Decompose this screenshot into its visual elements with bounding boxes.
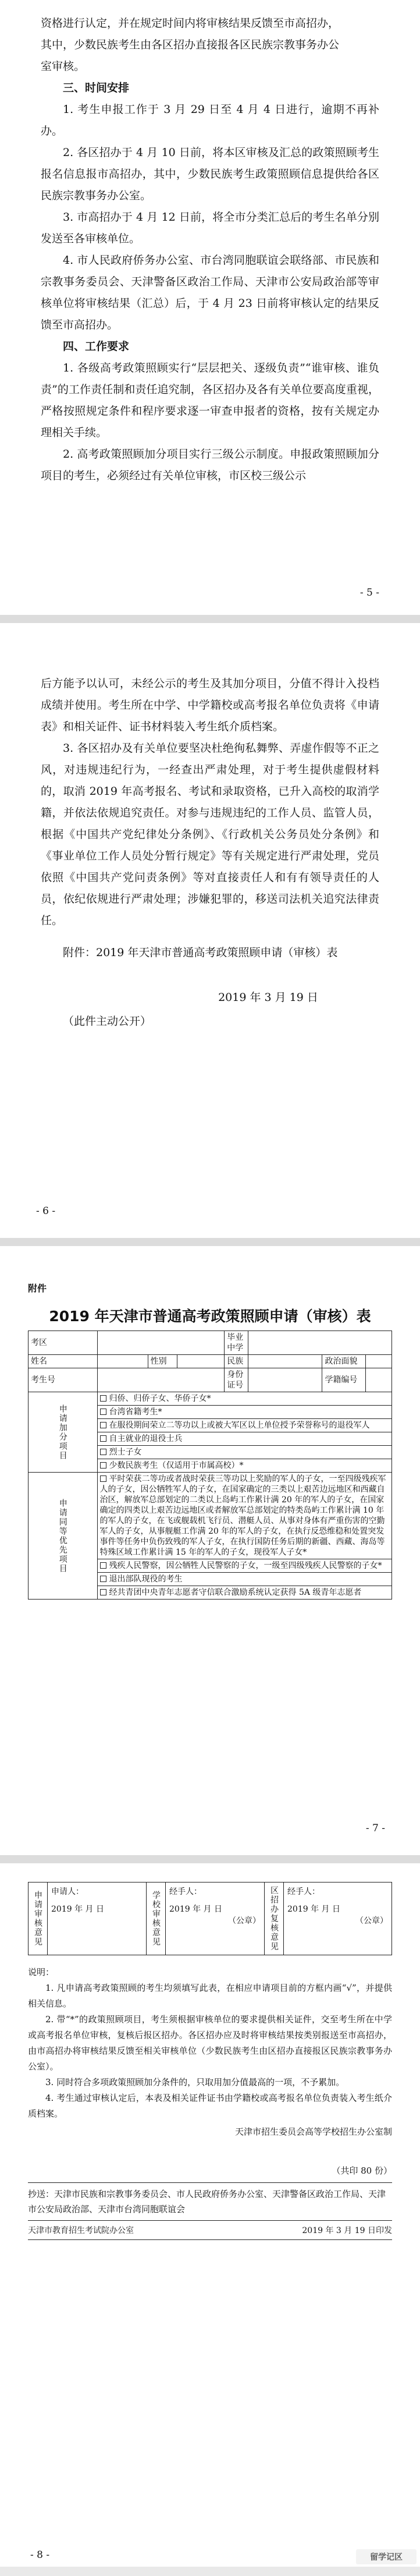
bonus-section-label: 申请加分项目: [29, 1392, 98, 1473]
bonus-option[interactable]: 自主就业的退役士兵: [97, 1432, 391, 1446]
page-number: - 7 -: [365, 1823, 385, 1834]
paragraph: 2. 各区招办于 4 月 10 日前，将本区审核及汇总的政策照顾考生报名信息报市高招办，其中，少数民族考生政策照顾信息提供给各区民族宗教事务办公室。: [41, 146, 379, 202]
page-separator: [0, 1855, 420, 1863]
graduate-school-label: 毕业中学: [225, 1331, 248, 1355]
sign-date: 2019 年 月 日: [51, 1905, 104, 1914]
paragraph: 4. 市人民政府侨务办公室、市台湾同胞联谊会联络部、市民族和宗教事务委员会、天津警备区政治工作局、天津市公安局政治部等审核单位将审核结果（汇总）后，于 4 月 23 日前将审核认定的结果反馈至市高招办。: [41, 254, 379, 331]
checkbox[interactable]: [100, 1589, 106, 1595]
page-separator: [0, 615, 420, 623]
priority-option[interactable]: 平时荣获二等功或者战时荣获三等功以上奖励的军人的子女，一至四级残疾军人的子女，因公牺牲军人的子女，在国家确定的三类以上艰苦边远地区和西藏自治区，解放军总部划定的二类以上岛屿工作累计满 20 年的军人的子女，在国家确定的四类以上艰苦边远地区或者解放军总部划定的特类岛屿工作累计满 10 年的军人的子女，在飞或舰载机飞行员、潜艇人员、从事对身体有严重伤害的空勤军人的子女，从事舰艇工作满 20 年的军人的子女，在执行反恐维稳和处置突发事件等任务中负伤致残的军人子女，在执行国防任务后期的新疆、西藏、海岛等特殊区域工作累计满 15 年的军人的子女，现役军人子女*: [97, 1473, 391, 1559]
paragraph: 后方能予以认可，未经公示的考生及其加分项目，分值不得计入投档成绩并使用。考生所在中学、中学籍校或高考报名单位负责将《申请表》和相关证件、证书材料装入考生纸介质档案。: [41, 677, 379, 733]
notes-title: 说明：: [28, 1967, 55, 1977]
page-number: - 6 -: [36, 1205, 56, 1217]
document-page-8: [0, 1863, 420, 2567]
checkbox[interactable]: [100, 1435, 106, 1442]
document-page-7: [0, 1246, 420, 1855]
divider: [28, 2220, 392, 2221]
checkbox[interactable]: [100, 1475, 106, 1482]
form-title: 2019 年天津市普通高考政策照顾申请（审核）表: [49, 1308, 371, 1325]
id-card-label: 身份证号: [225, 1368, 248, 1392]
exam-id-value[interactable]: [97, 1368, 225, 1392]
application-form-table: [28, 1331, 392, 1600]
note-item: 1. 凡申请高考政策照顾的考生均须填写此表，在相应申请项目前的方框内画“√”，并提供相关信息。: [28, 1983, 392, 2009]
sign-date: 2019 年 月 日: [287, 1905, 340, 1914]
paragraph: 3. 各区招办及有关单位要坚决杜绝徇私舞弊、弄虚作假等不正之风，对违规违纪行为，一经查出严肃处理，对于考生提供虚假材料的，取消 2019 年高考报名、考试和录取资格，已升入高校的取消学籍，并依法依规追究责任。对参与违规违纪的工作人员、监管人员，根据《中国共产党纪律处分条例》、《行政机关公务员处分条例》和《事业单位工作人员处分暂行规定》等有关规定进行严肃处理，党员依照《中国共产党问责条例》等对直接责任人和有有领导责任的人员，依纪依规进行严肃处理；涉嫌犯罪的，移送司法机关追究法律责任。: [41, 742, 379, 927]
cc-block: [28, 2186, 392, 2217]
bonus-option[interactable]: 台湾省籍考生*: [97, 1406, 391, 1419]
political-status-value[interactable]: [366, 1355, 392, 1368]
paragraph-line: 其中，少数民族考生由各区招办直接报各区民族宗教事务办公: [41, 38, 340, 51]
watermark-logo: 留学记区: [356, 2549, 417, 2564]
priority-option[interactable]: 残疾人民警察，因公牺牲人民警察的子女，一级至四级残疾人民警察的子女*: [97, 1559, 391, 1573]
stamp-label: （公章）: [355, 1916, 388, 1926]
checkbox[interactable]: [100, 1449, 106, 1455]
applicant-opinion-label: 申请审核意见: [29, 1883, 48, 1955]
district-value[interactable]: [97, 1331, 225, 1355]
signature-table: [28, 1882, 392, 1955]
paragraph: 1. 各级高考政策照顾实行“层层把关、逐级负责”“谁审核、谁负责”的工作责任制和责任追究制，各区招办及各有关单位要高度重视，严格按照规定条件和程序要求逐一审查申报者的资格，按有关规定办理相关手续。: [41, 362, 379, 439]
checkbox[interactable]: [100, 1409, 106, 1415]
political-status-label: 政治面貌: [322, 1355, 366, 1368]
bonus-option[interactable]: 少数民族考生（仅适用于市属高校）*: [97, 1459, 391, 1473]
checkbox[interactable]: [100, 1395, 106, 1402]
sign-date: 2019 年 月 日: [169, 1905, 222, 1914]
checkbox[interactable]: [100, 1576, 106, 1582]
graduate-school-value[interactable]: [248, 1331, 391, 1355]
ethnicity-value[interactable]: [248, 1355, 322, 1368]
priority-option[interactable]: 经共青团中央青年志愿者守信联合激励系统认定获得 5A 级青年志愿者: [97, 1586, 391, 1600]
priority-section-label: 申请同等优先项目: [29, 1473, 98, 1600]
paragraph-line: 资格进行认定，并在规定时间内将审核结果反馈至市高招办，: [41, 17, 340, 30]
id-card-value[interactable]: [248, 1368, 322, 1392]
page-separator: [0, 1238, 420, 1246]
checkbox[interactable]: [100, 1462, 106, 1469]
bonus-option[interactable]: 在服役期间荣立二等功以上或被大军区以上单位授予荣誉称号的退役军人: [97, 1419, 391, 1432]
annex-label: 附件: [28, 1283, 47, 1294]
divider: [28, 2239, 392, 2240]
bonus-option[interactable]: 烈士子女: [97, 1446, 391, 1459]
print-date: 2019 年 3 月 19 日印发: [302, 2226, 392, 2235]
school-code-label: 学籍编号: [322, 1368, 366, 1392]
name-value[interactable]: [97, 1355, 148, 1368]
signer-label: 申请人：: [51, 1887, 84, 1896]
paragraph: 1. 考生申报工作于 3 月 29 日至 4 月 4 日进行，逾期不再补办。: [41, 103, 379, 137]
cc-label: 抄送：: [28, 2189, 55, 2199]
copies-count: （共印 80 份）: [332, 2165, 392, 2176]
checkbox[interactable]: [100, 1562, 106, 1569]
ethnicity-label: 民族: [225, 1355, 248, 1368]
page-number: - 5 -: [360, 587, 379, 599]
district-signature-cell[interactable]: [284, 1883, 392, 1955]
paragraph-line: 室审核。: [41, 60, 86, 73]
attachment-line: 附件：2019 年天津市普通高考政策照顾申请（审核）表: [63, 946, 338, 959]
district-label: 考区: [29, 1331, 98, 1355]
school-code-value[interactable]: [366, 1368, 392, 1392]
signer-label: 经手人：: [169, 1887, 202, 1896]
cc-recipients: 天津市民族和宗教事务委员会、市人民政府侨务办公室、天津警备区政治工作局、天津市公安局政治部、天津市台湾同胞联谊会: [28, 2189, 386, 2214]
school-opinion-label: 学校审核意见: [147, 1883, 166, 1955]
print-info: [28, 2224, 392, 2236]
name-label: 姓名: [29, 1355, 98, 1368]
signer-label: 经手人：: [287, 1887, 320, 1896]
public-note: （此件主动公开）: [63, 1015, 152, 1028]
gender-label: 性别: [148, 1355, 177, 1368]
note-item: 3. 同时符合多项政策照顾加分条件的，只取用加分值最高的一项，不予累加。: [45, 2077, 345, 2087]
document-page-5: [0, 0, 420, 615]
document-page-6: [0, 623, 420, 1238]
section-heading: 四、工作要求: [63, 340, 130, 353]
bonus-option[interactable]: 归侨、归侨子女、华侨子女*: [97, 1392, 391, 1406]
priority-option[interactable]: 退出部队现役的考生: [97, 1573, 391, 1586]
checkbox[interactable]: [100, 1422, 106, 1428]
printer-name: 天津市教育招生考试院办公室: [28, 2226, 134, 2235]
issuer-note: 天津市招生委员会高等学校招生办公室制: [234, 2126, 392, 2137]
divider: [28, 2182, 392, 2183]
gender-value[interactable]: [177, 1355, 225, 1368]
document-date: 2019 年 3 月 19 日: [218, 991, 318, 1004]
section-heading: 三、时间安排: [63, 82, 130, 94]
applicant-signature-cell[interactable]: [48, 1883, 147, 1955]
paragraph: 3. 市高招办于 4 月 12 日前，将全市分类汇总后的考生名单分别发送至各审核单位。: [41, 211, 379, 245]
stamp-label: （公章）: [228, 1916, 261, 1926]
district-review-label: 区招办复核意见: [265, 1883, 284, 1955]
page-number: - 8 -: [30, 2549, 50, 2561]
exam-id-label: 考生号: [29, 1368, 98, 1392]
paragraph: 2. 高考政策照顾加分项目实行三级公示制度。申报政策照顾加分项目的考生，必须经过有关单位审核，市区校三级公示: [41, 448, 379, 482]
note-item: 2. 带“*”的政策照顾项目，考生须根据审核单位的要求提供相关证件，交至考生所在中学或高考报名单位审核，复核后报区招办。各区招办应及时将审核结果按类别报送至市高招办，由市高招办将审核结果反馈至相关审核单位（少数民族考生由区招办直接报区民族宗教事务办公室）。: [28, 2014, 392, 2072]
note-item: 4. 考生通过审核认定后，本表及相关证件证书由学籍校或高考报名单位负责装入考生纸介质档案。: [28, 2093, 392, 2119]
school-signature-cell[interactable]: [166, 1883, 265, 1955]
